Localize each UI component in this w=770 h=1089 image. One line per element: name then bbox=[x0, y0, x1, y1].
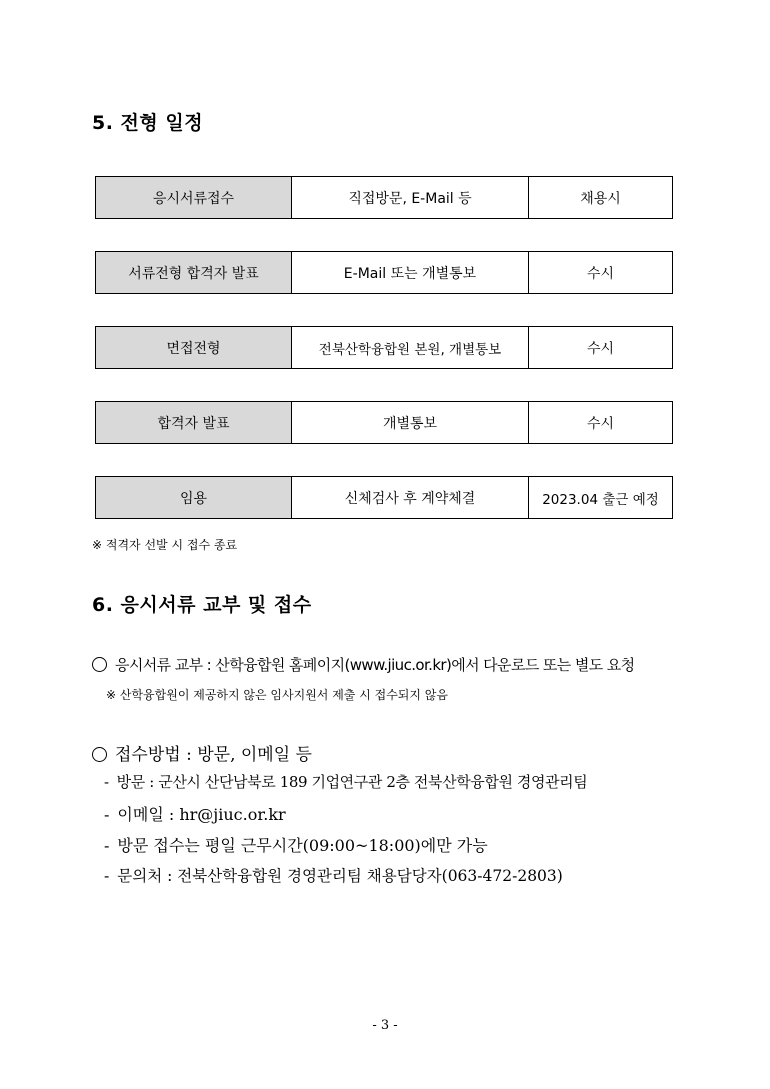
reception-item bbox=[92, 771, 587, 792]
schedule-row bbox=[95, 176, 673, 219]
schedule-method: 전북산학융합원 본원, 개별통보 bbox=[292, 327, 529, 368]
section-6-heading: 6. 응시서류 교부 및 접수 bbox=[92, 594, 312, 616]
section-5-heading: 5. 전형 일정 bbox=[92, 112, 204, 134]
distribution-line bbox=[92, 654, 635, 675]
reception-item-text: 방문 접수는 평일 근무시간(09:00~18:00)에만 가능 bbox=[117, 836, 488, 855]
schedule-timing: 수시 bbox=[586, 340, 615, 357]
schedule-row bbox=[95, 326, 673, 369]
schedule-timing: 채용시 bbox=[580, 190, 621, 207]
distribution-note: ※ 산학융합원이 제공하지 않은 임사지원서 제출 시 접수되지 않음 bbox=[106, 688, 448, 702]
schedule-method: 신체검사 후 계약체결 bbox=[292, 477, 529, 518]
schedule-stage: 응시서류접수 bbox=[96, 177, 292, 218]
schedule-row bbox=[95, 251, 673, 294]
selection-note: ※ 적격자 선발 시 접수 종료 bbox=[92, 538, 238, 552]
reception-item bbox=[92, 802, 286, 825]
page-number: - 3 - bbox=[372, 1018, 398, 1033]
dash-bullet-icon: - bbox=[104, 773, 109, 791]
schedule-stage: 임용 bbox=[96, 477, 292, 518]
schedule-stage: 합격자 발표 bbox=[96, 402, 292, 443]
reception-item-text: 이메일 : hr@jiuc.or.kr bbox=[117, 805, 286, 824]
distribution-text: 응시서류 교부 : 산학융합원 홈페이지(www.jiuc.or.kr)에서 다운로드 또는 별도 요청 bbox=[115, 656, 635, 674]
dash-bullet-icon: - bbox=[104, 805, 110, 824]
reception-line bbox=[92, 740, 312, 765]
schedule-timing: 수시 bbox=[586, 415, 615, 432]
schedule-method: 직접방문, E-Mail 등 bbox=[292, 177, 529, 218]
schedule-row bbox=[95, 401, 673, 444]
reception-item bbox=[92, 833, 488, 856]
circle-bullet-icon bbox=[92, 657, 107, 672]
schedule-method: 개별통보 bbox=[292, 402, 529, 443]
schedule-stage: 서류전형 합격자 발표 bbox=[96, 252, 292, 293]
reception-item bbox=[92, 864, 563, 886]
schedule-timing: 2023.04 출근 예정 bbox=[542, 491, 659, 508]
schedule-row bbox=[95, 476, 673, 519]
schedule-stage: 면접전형 bbox=[96, 327, 292, 368]
reception-item-text: 문의처 : 전북산학융합원 경영관리팀 채용담당자(063-472-2803) bbox=[117, 867, 563, 885]
circle-bullet-icon bbox=[92, 747, 107, 762]
reception-title: 접수방법 : 방문, 이메일 등 bbox=[115, 745, 312, 765]
reception-item-text: 방문 : 군산시 산단남북로 189 기업연구관 2층 전북산학융합원 경영관리팀 bbox=[116, 773, 588, 791]
schedule-timing: 수시 bbox=[586, 265, 615, 282]
dash-bullet-icon: - bbox=[104, 867, 110, 885]
dash-bullet-icon: - bbox=[104, 836, 110, 855]
schedule-method: E-Mail 또는 개별통보 bbox=[292, 252, 529, 293]
